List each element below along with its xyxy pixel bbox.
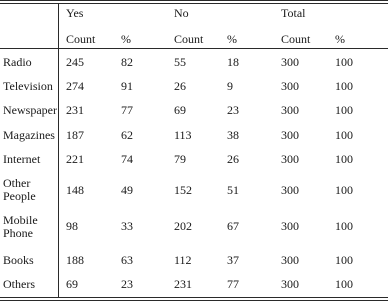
table-cell: 221	[66, 152, 84, 166]
table-cell: 300	[281, 152, 299, 166]
table-cell: 23	[121, 277, 133, 291]
table-cell: 300	[281, 253, 299, 267]
sub-header: Count	[66, 32, 96, 46]
table-cell: 100	[335, 55, 353, 69]
table-cell: 100	[335, 277, 353, 291]
table-cell: 63	[121, 253, 133, 267]
table-cell: 300	[281, 128, 299, 142]
table-cell: 77	[227, 277, 239, 291]
table-cell: 100	[335, 219, 353, 233]
table-cell: 100	[335, 128, 353, 142]
table-cell: 74	[121, 152, 133, 166]
table-cell: 67	[227, 219, 239, 233]
table-cell: 148	[66, 183, 84, 197]
table-cell: 300	[281, 103, 299, 117]
table-cell: 274	[66, 79, 84, 93]
row-label: Internet	[3, 152, 41, 166]
group-header-yes: Yes	[66, 6, 84, 20]
row-label: Television	[3, 79, 53, 93]
table-cell: 300	[281, 277, 299, 291]
table-cell: 112	[174, 253, 192, 267]
row-label: Books	[3, 253, 34, 267]
row-label: Other People	[3, 176, 36, 203]
table-bottom-rule	[0, 300, 388, 301]
table-cell: 300	[281, 219, 299, 233]
table-cell: 188	[66, 253, 84, 267]
table-cell: 300	[281, 183, 299, 197]
table-cell: 98	[66, 219, 78, 233]
table-cell: 300	[281, 79, 299, 93]
row-label: Magazines	[3, 128, 55, 142]
table-cell: 245	[66, 55, 84, 69]
table-cell: 77	[121, 103, 133, 117]
table-cell: 69	[174, 103, 186, 117]
table-cell: 202	[174, 219, 192, 233]
table-cell: 100	[335, 103, 353, 117]
table-cell: 51	[227, 183, 239, 197]
group-header-total: Total	[281, 6, 306, 20]
row-label: Mobile Phone	[3, 213, 38, 240]
table-cell: 300	[281, 55, 299, 69]
row-label: Others	[3, 277, 35, 291]
table-cell: 62	[121, 128, 133, 142]
table-cell: 79	[174, 152, 186, 166]
table-cell: 100	[335, 152, 353, 166]
table-cell: 69	[66, 277, 78, 291]
table-cell: 82	[121, 55, 133, 69]
label-column-divider	[58, 4, 59, 297]
sub-header: %	[121, 32, 131, 46]
table-bottom-rule-inner	[0, 297, 388, 298]
table-cell: 231	[66, 103, 84, 117]
table-cell: 49	[121, 183, 133, 197]
table-cell: 33	[121, 219, 133, 233]
sub-header: %	[227, 32, 237, 46]
row-label: Radio	[3, 55, 32, 69]
table-top-rule	[0, 0, 388, 1]
table-cell: 38	[227, 128, 239, 142]
table-cell: 26	[174, 79, 186, 93]
table-cell: 37	[227, 253, 239, 267]
table-cell: 100	[335, 79, 353, 93]
table-cell: 152	[174, 183, 192, 197]
sub-header: Count	[281, 32, 311, 46]
sub-header: Count	[174, 32, 204, 46]
table-cell: 91	[121, 79, 133, 93]
table-cell: 55	[174, 55, 186, 69]
row-label: Newspaper	[3, 103, 57, 117]
table-cell: 100	[335, 253, 353, 267]
table-cell: 187	[66, 128, 84, 142]
table-cell: 23	[227, 103, 239, 117]
table-cell: 18	[227, 55, 239, 69]
table-cell: 100	[335, 183, 353, 197]
table-cell: 9	[227, 79, 233, 93]
group-header-no: No	[174, 6, 189, 20]
table-cell: 26	[227, 152, 239, 166]
sub-header: %	[335, 32, 345, 46]
table-cell: 113	[174, 128, 192, 142]
table-cell: 231	[174, 277, 192, 291]
